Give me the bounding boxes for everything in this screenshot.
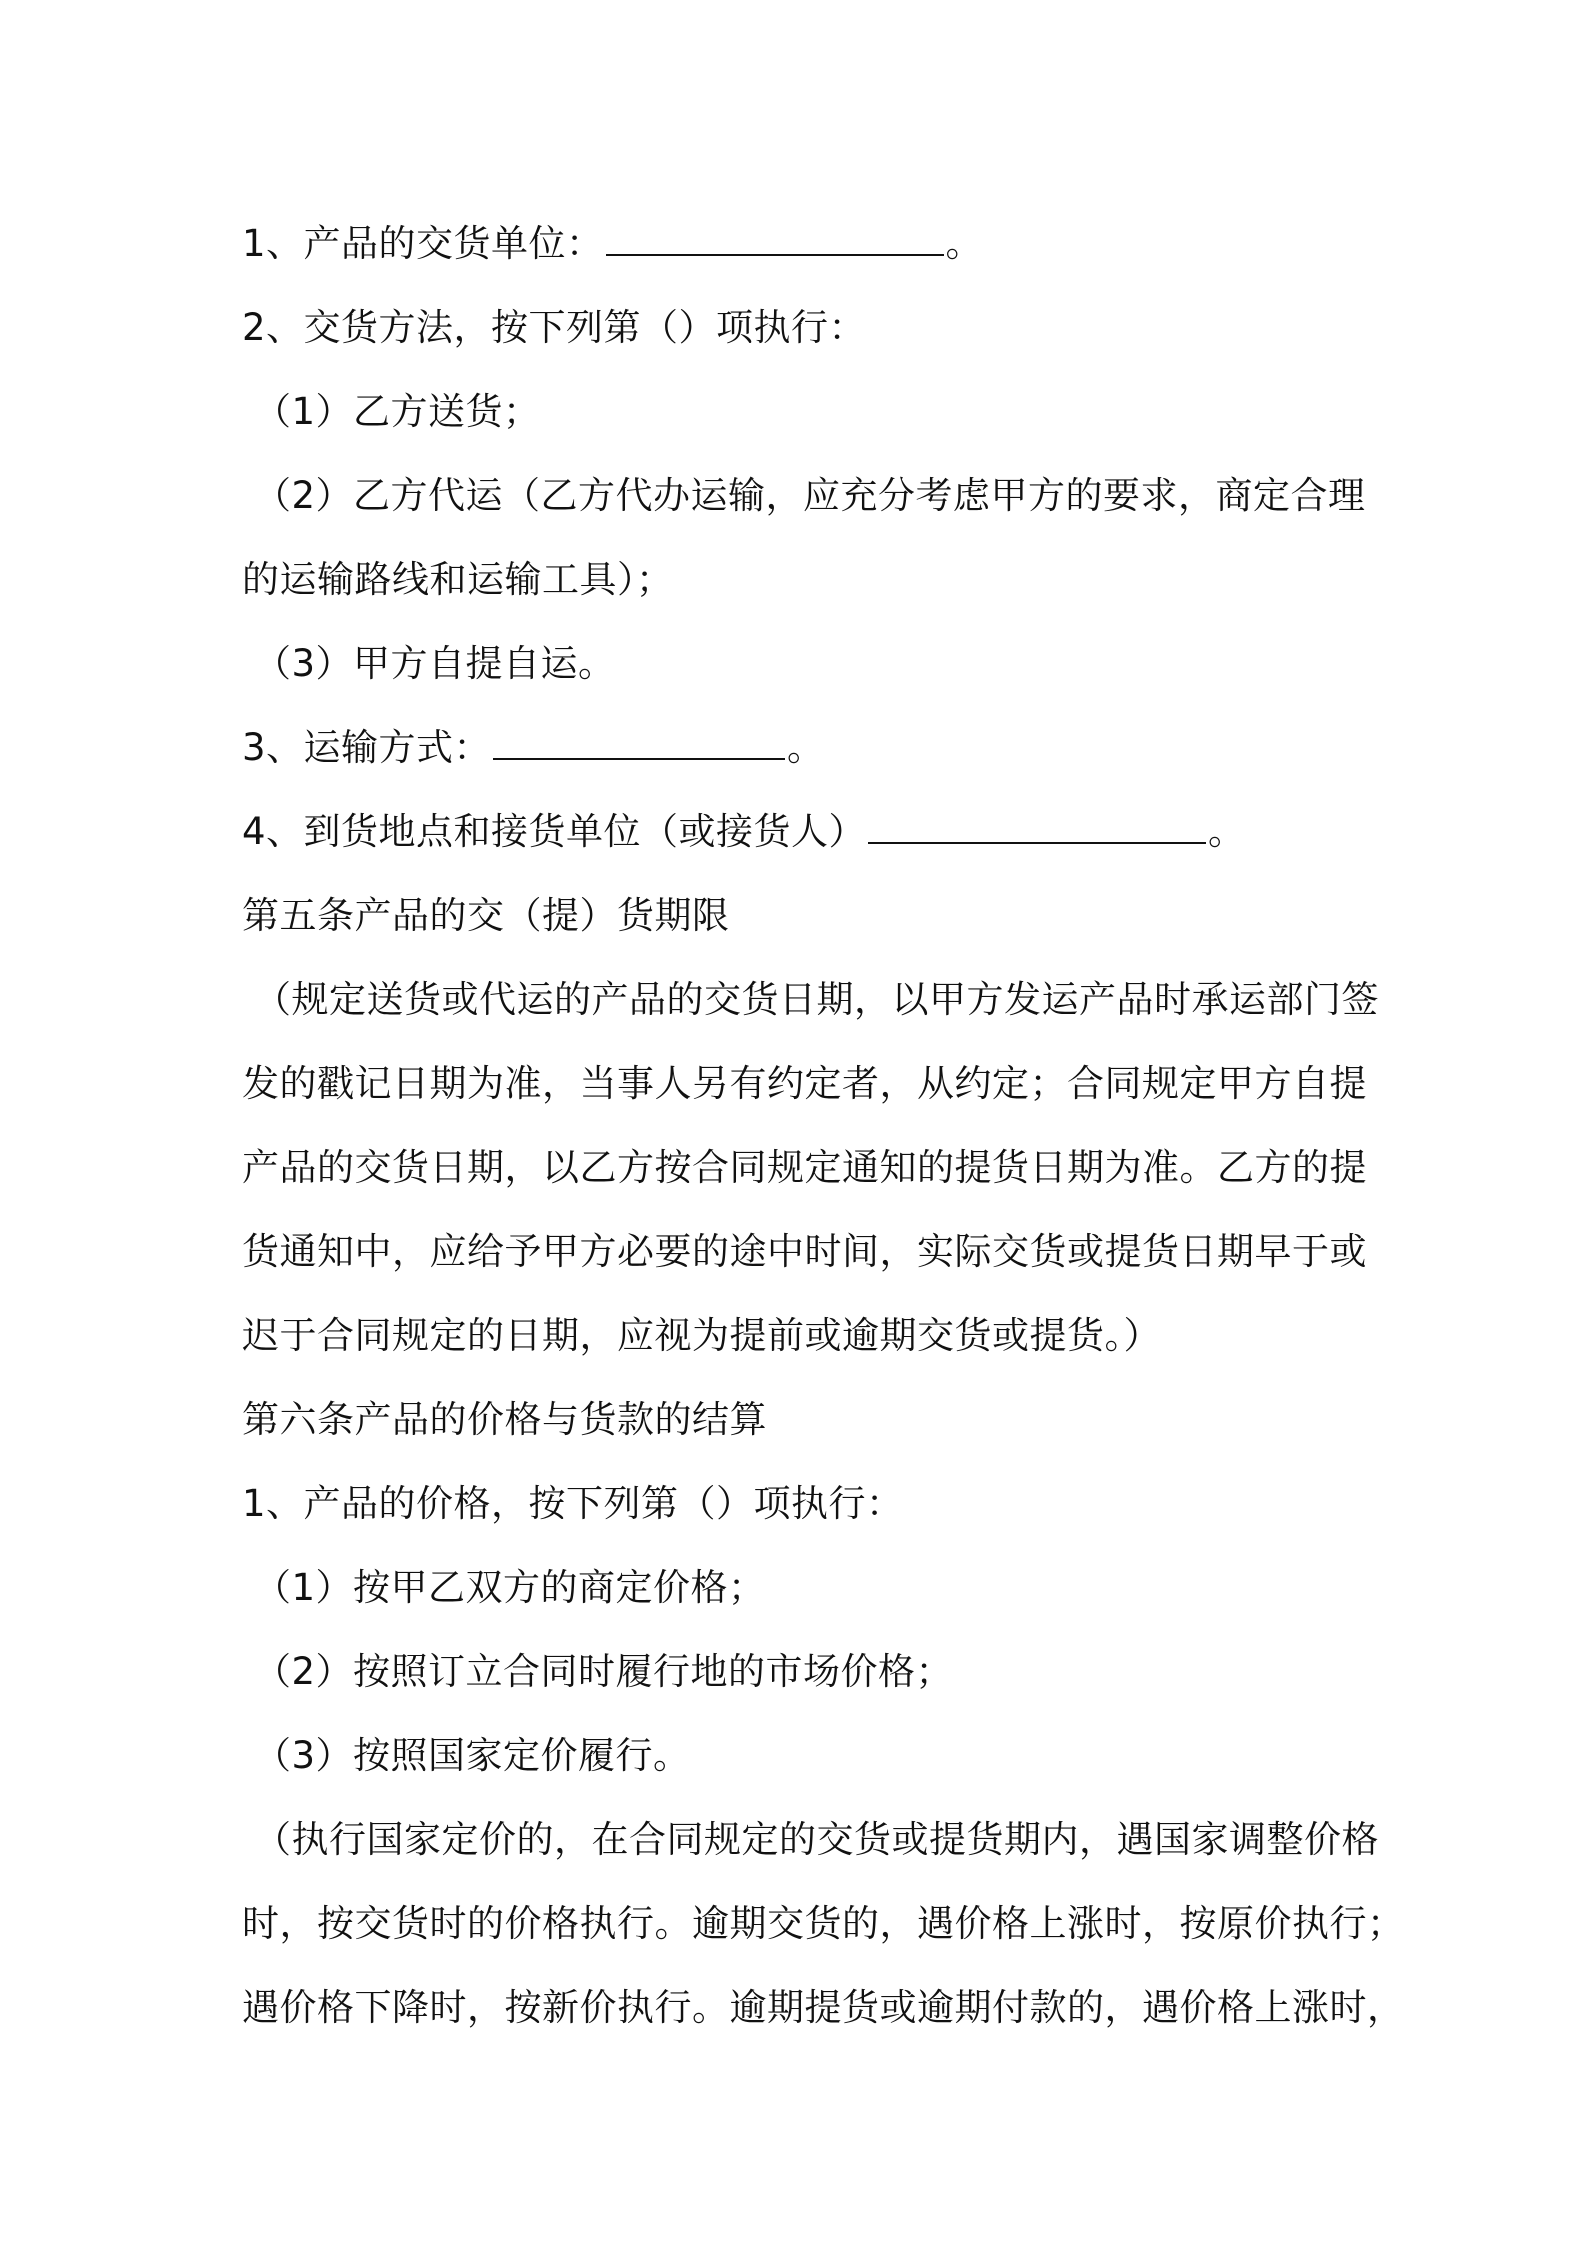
option-seller-delivery: （1）乙方送货； (254, 390, 541, 433)
clause-delivery-method: 2、交货方法，按下列第（）项执行： (242, 306, 867, 349)
blank-field (868, 812, 1206, 844)
article-five-paragraph: （规定送货或代运的产品的交货日期，以甲方发运产品时承运部门签 (254, 978, 1379, 1021)
article-five-paragraph: 货通知中，应给予甲方必要的途中时间，实际交货或提货日期早于或 (242, 1230, 1367, 1273)
price-adjustment-paragraph: （执行国家定价的，在合同规定的交货或提货期内，遇国家调整价格 (254, 1818, 1379, 1861)
line-suffix: 。 (787, 726, 825, 769)
clause-arrival-place (242, 790, 1360, 874)
option-market-price: （2）按照订立合同时履行地的市场价格； (254, 1650, 954, 1693)
option-seller-shipping-cont: 的运输路线和运输工具）； (242, 558, 674, 601)
clause-product-price: 1、产品的价格，按下列第（）项执行： (242, 1482, 904, 1525)
clause-transport-mode (242, 706, 1360, 790)
article-five-paragraph: 产品的交货日期，以乙方按合同规定通知的提货日期为准。乙方的提 (242, 1146, 1367, 1189)
option-buyer-pickup: （3）甲方自提自运。 (254, 642, 616, 685)
blank-field (606, 224, 944, 256)
option-state-price: （3）按照国家定价履行。 (254, 1734, 691, 1777)
price-adjustment-paragraph: 时，按交货时的价格执行。逾期交货的，遇价格上涨时，按原价执行； (242, 1902, 1405, 1945)
blank-field (493, 728, 785, 760)
option-seller-shipping: （2）乙方代运（乙方代办运输，应充分考虑甲方的要求，商定合理 (254, 474, 1366, 517)
article-five-heading: 第五条产品的交（提）货期限 (242, 894, 730, 937)
line-prefix: 3、运输方式： (242, 726, 492, 769)
clause-delivery-unit (242, 202, 1360, 286)
article-five-paragraph: 迟于合同规定的日期，应视为提前或逾期交货或提货。） (242, 1314, 1161, 1357)
article-six-heading: 第六条产品的价格与货款的结算 (242, 1398, 767, 1441)
line-suffix: 。 (945, 222, 984, 265)
line-prefix: 4、到货地点和接货单位（或接货人） (242, 810, 867, 853)
contract-text (242, 202, 1405, 2050)
price-adjustment-paragraph: 遇价格下降时，按新价执行。逾期提货或逾期付款的，遇价格上涨时， (242, 1986, 1405, 2029)
article-five-paragraph: 发的戳记日期为准，当事人另有约定者，从约定；合同规定甲方自提 (242, 1062, 1367, 1105)
option-negotiated-price: （1）按甲乙双方的商定价格； (254, 1566, 766, 1609)
line-suffix: 。 (1208, 810, 1246, 853)
line-prefix: 1、产品的交货单位： (242, 222, 604, 265)
